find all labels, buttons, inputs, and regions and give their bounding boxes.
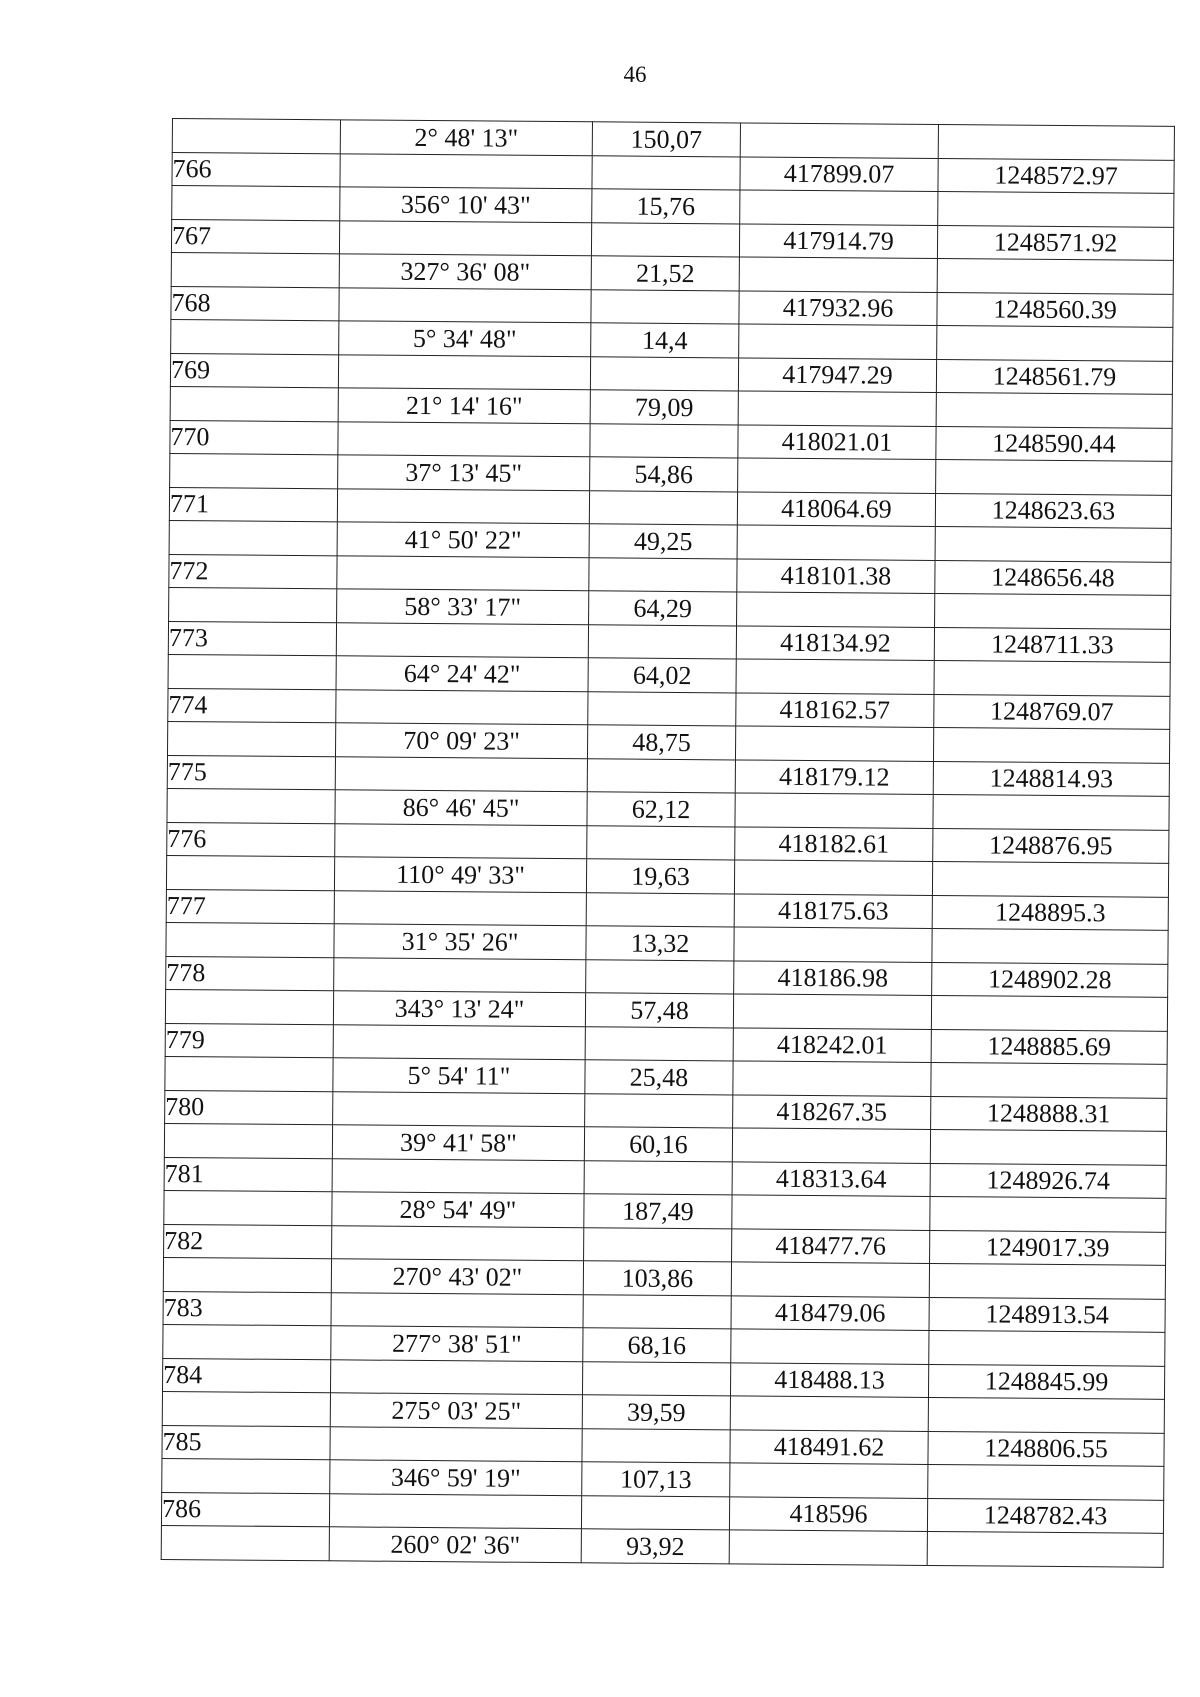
direction-angle-cell <box>338 354 590 389</box>
y-coordinate-cell <box>938 125 1174 160</box>
direction-angle-cell <box>335 756 587 791</box>
distance-cell <box>589 490 737 525</box>
x-coordinate-cell: 418242.01 <box>733 1027 931 1062</box>
x-coordinate-cell <box>735 793 933 828</box>
direction-angle-cell <box>333 1091 585 1126</box>
y-coordinate-cell <box>929 1330 1165 1365</box>
point-number-cell <box>164 1123 332 1158</box>
point-number-cell: 778 <box>166 956 334 991</box>
y-coordinate-cell <box>930 1196 1166 1231</box>
point-number-cell <box>167 721 335 756</box>
direction-angle-cell: 346° 59' 19" <box>330 1460 582 1495</box>
y-coordinate-cell: 1248888.31 <box>931 1096 1167 1131</box>
point-number-cell: 786 <box>161 1492 329 1527</box>
y-coordinate-cell: 1248806.55 <box>928 1431 1164 1466</box>
distance-cell <box>587 825 735 860</box>
y-coordinate-cell <box>932 861 1168 896</box>
direction-angle-cell: 28° 54' 49" <box>332 1192 584 1227</box>
point-number-cell <box>162 1458 330 1493</box>
direction-angle-cell: 21° 14' 16" <box>338 388 590 423</box>
y-coordinate-cell <box>931 1062 1167 1097</box>
point-number-cell <box>170 386 338 421</box>
distance-cell: 68,16 <box>583 1328 731 1363</box>
x-coordinate-cell: 418488.13 <box>730 1362 928 1397</box>
x-coordinate-cell <box>739 324 937 359</box>
point-number-cell: 773 <box>168 621 336 656</box>
direction-angle-cell <box>336 622 588 657</box>
distance-cell <box>586 892 734 927</box>
direction-angle-cell <box>332 1225 584 1260</box>
distance-cell: 39,59 <box>582 1395 730 1430</box>
page-number: 46 <box>623 62 647 87</box>
x-coordinate-cell: 417899.07 <box>740 156 938 191</box>
point-number-cell <box>165 989 333 1024</box>
distance-cell: 187,49 <box>584 1194 732 1229</box>
direction-angle-cell <box>334 957 586 992</box>
y-coordinate-cell <box>938 192 1174 227</box>
y-coordinate-cell <box>936 393 1172 428</box>
x-coordinate-cell <box>737 592 935 627</box>
distance-cell: 57,48 <box>585 993 733 1028</box>
y-coordinate-cell: 1248571.92 <box>937 225 1173 260</box>
y-coordinate-cell: 1248885.69 <box>931 1029 1167 1064</box>
distance-cell <box>588 691 736 726</box>
direction-angle-cell <box>336 689 588 724</box>
x-coordinate-cell: 418479.06 <box>731 1295 929 1330</box>
distance-cell: 64,02 <box>588 658 736 693</box>
direction-angle-cell <box>330 1426 582 1461</box>
distance-cell <box>590 356 738 391</box>
point-number-cell <box>166 855 334 890</box>
direction-angle-cell: 64° 24' 42" <box>336 656 588 691</box>
distance-cell: 15,76 <box>592 189 740 224</box>
point-number-cell <box>163 1324 331 1359</box>
x-coordinate-cell <box>735 726 933 761</box>
distance-cell: 19,63 <box>586 859 734 894</box>
point-number-cell <box>165 1056 333 1091</box>
point-number-cell: 782 <box>164 1224 332 1259</box>
direction-angle-cell: 356° 10' 43" <box>340 187 592 222</box>
direction-angle-cell: 39° 41' 58" <box>332 1125 584 1160</box>
point-number-cell: 781 <box>164 1157 332 1192</box>
direction-angle-cell <box>339 220 591 255</box>
x-coordinate-cell: 418064.69 <box>737 491 935 526</box>
x-coordinate-cell: 418477.76 <box>732 1228 930 1263</box>
point-number-cell <box>172 186 340 221</box>
x-coordinate-cell <box>730 1463 928 1498</box>
distance-cell: 150,07 <box>592 122 740 157</box>
x-coordinate-cell: 417914.79 <box>739 223 937 258</box>
direction-angle-cell: 343° 13' 24" <box>333 991 585 1026</box>
direction-angle-cell: 37° 13' 45" <box>338 455 590 490</box>
coordinates-table <box>161 118 1175 1567</box>
y-coordinate-cell: 1248656.48 <box>935 560 1171 595</box>
y-coordinate-cell: 1248782.43 <box>927 1498 1163 1533</box>
point-number-cell <box>161 1525 329 1560</box>
distance-cell: 107,13 <box>582 1462 730 1497</box>
point-number-cell: 780 <box>165 1090 333 1125</box>
y-coordinate-cell: 1248902.28 <box>932 962 1168 997</box>
x-coordinate-cell <box>731 1262 929 1297</box>
distance-cell: 64,29 <box>589 591 737 626</box>
point-number-cell <box>168 654 336 689</box>
point-number-cell <box>166 922 334 957</box>
direction-angle-cell <box>334 890 586 925</box>
direction-angle-cell: 110° 49' 33" <box>334 857 586 892</box>
direction-angle-cell <box>330 1359 582 1394</box>
distance-cell <box>584 1227 732 1262</box>
direction-angle-cell: 58° 33' 17" <box>337 589 589 624</box>
direction-angle-cell: 5° 54' 11" <box>333 1058 585 1093</box>
x-coordinate-cell <box>731 1329 929 1364</box>
x-coordinate-cell <box>732 1128 930 1163</box>
direction-angle-cell <box>337 488 589 523</box>
distance-cell <box>585 1026 733 1061</box>
distance-cell <box>585 1093 733 1128</box>
direction-angle-cell: 270° 43' 02" <box>331 1259 583 1294</box>
point-number-cell: 779 <box>165 1023 333 1058</box>
table-body <box>161 119 1174 1567</box>
distance-cell <box>581 1495 729 1530</box>
y-coordinate-cell: 1248769.07 <box>934 694 1170 729</box>
direction-angle-cell: 86° 46' 45" <box>335 790 587 825</box>
direction-angle-cell <box>331 1292 583 1327</box>
y-coordinate-cell <box>935 594 1171 629</box>
distance-cell: 60,16 <box>584 1127 732 1162</box>
point-number-cell: 785 <box>162 1425 330 1460</box>
distance-cell: 103,86 <box>583 1261 731 1296</box>
x-coordinate-cell: 418175.63 <box>734 893 932 928</box>
y-coordinate-cell <box>937 326 1173 361</box>
x-coordinate-cell: 418101.38 <box>737 558 935 593</box>
y-coordinate-cell <box>930 1129 1166 1164</box>
x-coordinate-cell <box>734 860 932 895</box>
y-coordinate-cell: 1248814.93 <box>933 761 1169 796</box>
point-number-cell <box>171 252 339 287</box>
distance-cell <box>592 155 740 190</box>
direction-angle-cell <box>332 1158 584 1193</box>
x-coordinate-cell <box>732 1195 930 1230</box>
x-coordinate-cell <box>733 994 931 1029</box>
x-coordinate-cell <box>740 190 938 225</box>
x-coordinate-cell: 418179.12 <box>735 759 933 794</box>
distance-cell <box>582 1361 730 1396</box>
y-coordinate-cell: 1248623.63 <box>935 493 1171 528</box>
point-number-cell: 769 <box>170 353 338 388</box>
y-coordinate-cell: 1248845.99 <box>928 1364 1164 1399</box>
direction-angle-cell: 41° 50' 22" <box>337 522 589 557</box>
y-coordinate-cell: 1248560.39 <box>937 292 1173 327</box>
distance-cell: 62,12 <box>587 792 735 827</box>
y-coordinate-cell <box>935 527 1171 562</box>
direction-angle-cell <box>340 153 592 188</box>
y-coordinate-cell: 1248711.33 <box>934 627 1170 662</box>
y-coordinate-cell: 1248876.95 <box>933 828 1169 863</box>
point-number-cell <box>163 1257 331 1292</box>
distance-cell <box>586 959 734 994</box>
point-number-cell: 768 <box>171 286 339 321</box>
y-coordinate-cell: 1248926.74 <box>930 1163 1166 1198</box>
x-coordinate-cell: 418186.98 <box>734 960 932 995</box>
distance-cell <box>588 624 736 659</box>
y-coordinate-cell: 1248895.3 <box>932 895 1168 930</box>
y-coordinate-cell: 1248572.97 <box>938 158 1174 193</box>
x-coordinate-cell <box>738 391 936 426</box>
direction-angle-cell <box>329 1493 581 1528</box>
x-coordinate-cell: 418021.01 <box>738 424 936 459</box>
distance-cell: 13,32 <box>586 926 734 961</box>
y-coordinate-cell: 1249017.39 <box>930 1230 1166 1265</box>
distance-cell <box>591 222 739 257</box>
x-coordinate-cell: 418313.64 <box>732 1161 930 1196</box>
point-number-cell: 783 <box>163 1291 331 1326</box>
x-coordinate-cell <box>739 257 937 292</box>
point-number-cell: 771 <box>169 487 337 522</box>
point-number-cell <box>167 788 335 823</box>
point-number-cell: 775 <box>167 755 335 790</box>
y-coordinate-cell <box>933 794 1169 829</box>
point-number-cell <box>169 587 337 622</box>
y-coordinate-cell <box>927 1531 1163 1566</box>
direction-angle-cell: 31° 35' 26" <box>334 924 586 959</box>
x-coordinate-cell: 418182.61 <box>735 826 933 861</box>
point-number-cell <box>172 119 340 154</box>
point-number-cell <box>171 319 339 354</box>
x-coordinate-cell: 417932.96 <box>739 290 937 325</box>
x-coordinate-cell <box>738 458 936 493</box>
x-coordinate-cell <box>736 659 934 694</box>
distance-cell <box>589 557 737 592</box>
distance-cell: 25,48 <box>585 1060 733 1095</box>
point-number-cell: 776 <box>167 822 335 857</box>
distance-cell: 48,75 <box>587 725 735 760</box>
y-coordinate-cell <box>936 460 1172 495</box>
direction-angle-cell: 260° 02' 36" <box>329 1527 581 1562</box>
y-coordinate-cell <box>937 259 1173 294</box>
x-coordinate-cell: 418596 <box>729 1496 927 1531</box>
direction-angle-cell: 275° 03' 25" <box>330 1393 582 1428</box>
point-number-cell: 770 <box>170 420 338 455</box>
y-coordinate-cell <box>933 728 1169 763</box>
y-coordinate-cell <box>928 1464 1164 1499</box>
point-number-cell: 784 <box>162 1358 330 1393</box>
x-coordinate-cell <box>734 927 932 962</box>
distance-cell: 79,09 <box>590 390 738 425</box>
distance-cell: 49,25 <box>589 524 737 559</box>
x-coordinate-cell: 418162.57 <box>736 692 934 727</box>
direction-angle-cell: 70° 09' 23" <box>335 723 587 758</box>
point-number-cell <box>162 1391 330 1426</box>
x-coordinate-cell: 418267.35 <box>733 1094 931 1129</box>
direction-angle-cell <box>335 823 587 858</box>
y-coordinate-cell <box>929 1263 1165 1298</box>
x-coordinate-cell <box>729 1530 927 1565</box>
direction-angle-cell: 277° 38' 51" <box>331 1326 583 1361</box>
y-coordinate-cell <box>928 1397 1164 1432</box>
distance-cell <box>587 758 735 793</box>
direction-angle-cell <box>337 555 589 590</box>
point-number-cell: 774 <box>168 688 336 723</box>
direction-angle-cell <box>338 421 590 456</box>
distance-cell <box>590 423 738 458</box>
point-number-cell <box>170 453 338 488</box>
direction-angle-cell <box>333 1024 585 1059</box>
y-coordinate-cell: 1248561.79 <box>936 359 1172 394</box>
x-coordinate-cell: 418491.62 <box>730 1429 928 1464</box>
direction-angle-cell: 5° 34' 48" <box>339 321 591 356</box>
distance-cell: 14,4 <box>591 323 739 358</box>
x-coordinate-cell: 417947.29 <box>738 357 936 392</box>
point-number-cell: 766 <box>172 152 340 187</box>
point-number-cell: 767 <box>171 219 339 254</box>
x-coordinate-cell <box>730 1396 928 1431</box>
x-coordinate-cell <box>740 123 938 158</box>
y-coordinate-cell: 1248913.54 <box>929 1297 1165 1332</box>
direction-angle-cell: 327° 36' 08" <box>339 254 591 289</box>
x-coordinate-cell: 418134.92 <box>736 625 934 660</box>
y-coordinate-cell <box>932 928 1168 963</box>
point-number-cell <box>169 520 337 555</box>
point-number-cell: 777 <box>166 889 334 924</box>
direction-angle-cell: 2° 48' 13" <box>340 120 592 155</box>
y-coordinate-cell: 1248590.44 <box>936 426 1172 461</box>
distance-cell: 54,86 <box>590 457 738 492</box>
y-coordinate-cell <box>931 995 1167 1030</box>
y-coordinate-cell <box>934 661 1170 696</box>
distance-cell <box>584 1160 732 1195</box>
distance-cell <box>583 1294 731 1329</box>
point-number-cell: 772 <box>169 554 337 589</box>
x-coordinate-cell <box>737 525 935 560</box>
distance-cell: 21,52 <box>591 256 739 291</box>
x-coordinate-cell <box>733 1061 931 1096</box>
distance-cell: 93,92 <box>581 1529 729 1564</box>
direction-angle-cell <box>339 287 591 322</box>
distance-cell <box>582 1428 730 1463</box>
distance-cell <box>591 289 739 324</box>
point-number-cell <box>164 1190 332 1225</box>
